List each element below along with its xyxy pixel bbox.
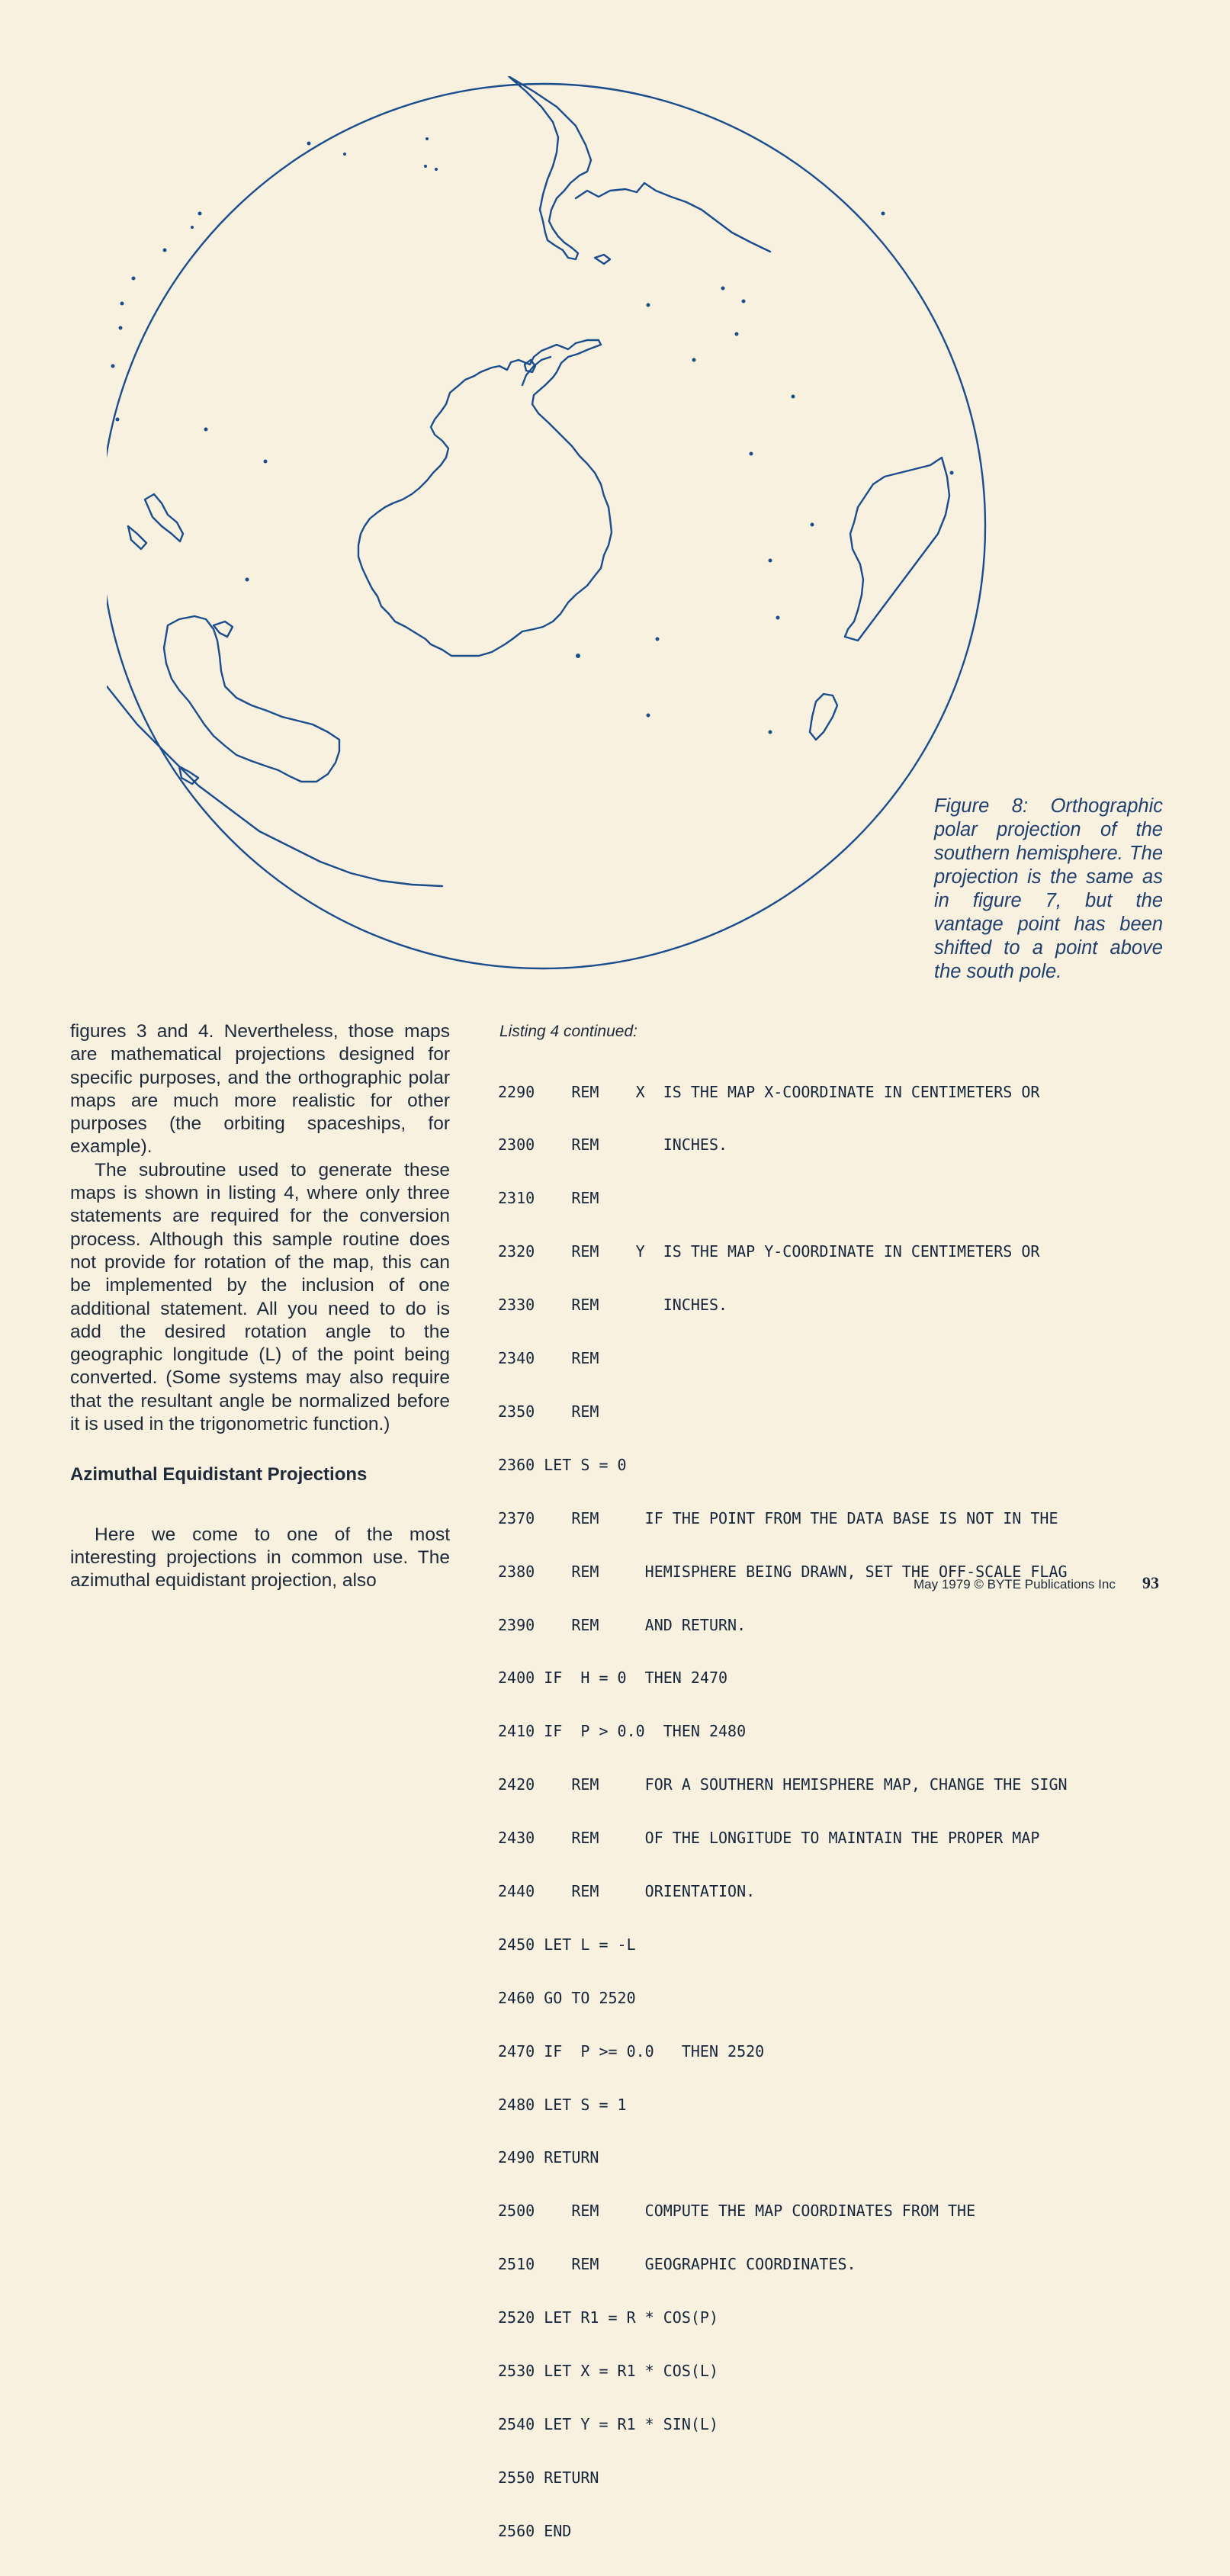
code-line: 2350 REM (498, 1402, 599, 1421)
orthographic-map-figure (107, 76, 991, 976)
code-line: 2470 IF P >= 0.0 THEN 2520 (498, 2041, 765, 2060)
code-line: 2340 REM (498, 1349, 599, 1368)
page-number: 93 (1142, 1573, 1159, 1592)
code-line: 2370 REM IF THE POINT FROM THE DATA BASE IS NOT IN THE (498, 1508, 1058, 1527)
south-america-east-coast (576, 183, 770, 252)
code-line: 2440 REM ORIENTATION. (498, 1881, 756, 1900)
code-line: 2410 IF P > 0.0 THEN 2480 (498, 1722, 747, 1741)
code-line: 2460 GO TO 2520 (498, 1988, 636, 2007)
code-line: 2510 REM GEOGRAPHIC COORDINATES. (498, 2255, 856, 2274)
body-text-column (70, 1020, 450, 1593)
australian-bight-coast (107, 686, 442, 886)
code-line: 2550 RETURN (498, 2468, 599, 2487)
section-heading: Azimuthal Equidistant Projections (70, 1464, 368, 1486)
code-line: 2400 IF H = 0 THEN 2470 (498, 1669, 728, 1688)
code-line: 2480 LET S = 1 (498, 2095, 627, 2114)
code-line: 2360 LET S = 0 (498, 1455, 627, 1474)
antarctica-outline (358, 340, 612, 656)
code-line: 2430 REM OF THE LONGITUDE TO MAINTAIN THE PROPER MAP (498, 1829, 1040, 1848)
code-line: 2320 REM Y IS THE MAP Y-COORDINATE IN CENTIMETERS OR (498, 1242, 1040, 1261)
figure-caption: Figure 8: Orthographic polar projection of the southern hemisphere. The projection is the same as in figure 7, but the vantage point has been shifted to a point above the south pole. (934, 795, 1163, 982)
code-line: 2500 REM COMPUTE THE MAP COORDINATES FROM THE (498, 2202, 976, 2221)
falkland-islands (595, 255, 610, 264)
code-line: 2490 RETURN (498, 2148, 599, 2167)
code-line: 2520 LET R1 = R * COS(P) (498, 2308, 718, 2327)
island-dots (111, 137, 954, 734)
listing-label: Listing 4 continued: (499, 1023, 637, 1040)
map-svg (107, 76, 991, 976)
code-line: 2310 REM (498, 1189, 599, 1208)
australia-gulf (214, 622, 233, 637)
code-line: 2290 REM X IS THE MAP X-COORDINATE IN CENTIMETERS OR (498, 1082, 1040, 1101)
code-line: 2300 REM INCHES. (498, 1135, 728, 1155)
body-paragraph: The subroutine used to generate these maps is shown in listing 4, where only three statements are required for the conversion process. Although this sample routine does not provide for rotation of the map, this can be implemented by the inclusion of one additional statement. All you need to do is add the desired rotation angle to the geographic longitude (L) of the point being converted. (Some systems may also require that the resultant angle be normalized before it is used in the trigonometric function.) (70, 1159, 450, 1435)
code-listing (498, 1048, 1169, 2576)
body-paragraph: figures 3 and 4. Nevertheless, those maps are mathematical projections designed for specific purposes, and the orthographic polar maps are much more realistic for other purposes (the orbiting spaceships, for example). (70, 1021, 450, 1158)
footer-credit: May 1979 © BYTE Publications Inc (914, 1577, 1116, 1592)
australia-outline (164, 616, 339, 782)
code-line: 2450 LET L = -L (498, 1935, 636, 1954)
new-zealand-south (128, 526, 146, 549)
code-line: 2380 REM HEMISPHERE BEING DRAWN, SET THE OFF-SCALE FLAG (498, 1562, 1068, 1581)
code-line: 2560 END (498, 2521, 572, 2540)
code-line: 2540 LET Y = R1 * SIN(L) (498, 2414, 718, 2433)
code-line: 2390 REM AND RETURN. (498, 1615, 747, 1634)
new-zealand-north (145, 494, 183, 541)
south-america-outline (509, 76, 591, 259)
madagascar (810, 694, 837, 740)
code-line: 2530 LET X = R1 * COS(L) (498, 2361, 718, 2380)
code-line: 2420 REM FOR A SOUTHERN HEMISPHERE MAP, CHANGE THE SIGN (498, 1775, 1068, 1794)
code-line: 2330 REM INCHES. (498, 1296, 728, 1315)
africa-outline (845, 458, 949, 641)
body-paragraph: Here we come to one of the most interesting projections in common use. The azimuthal equidistant projection, also (70, 1524, 450, 1592)
